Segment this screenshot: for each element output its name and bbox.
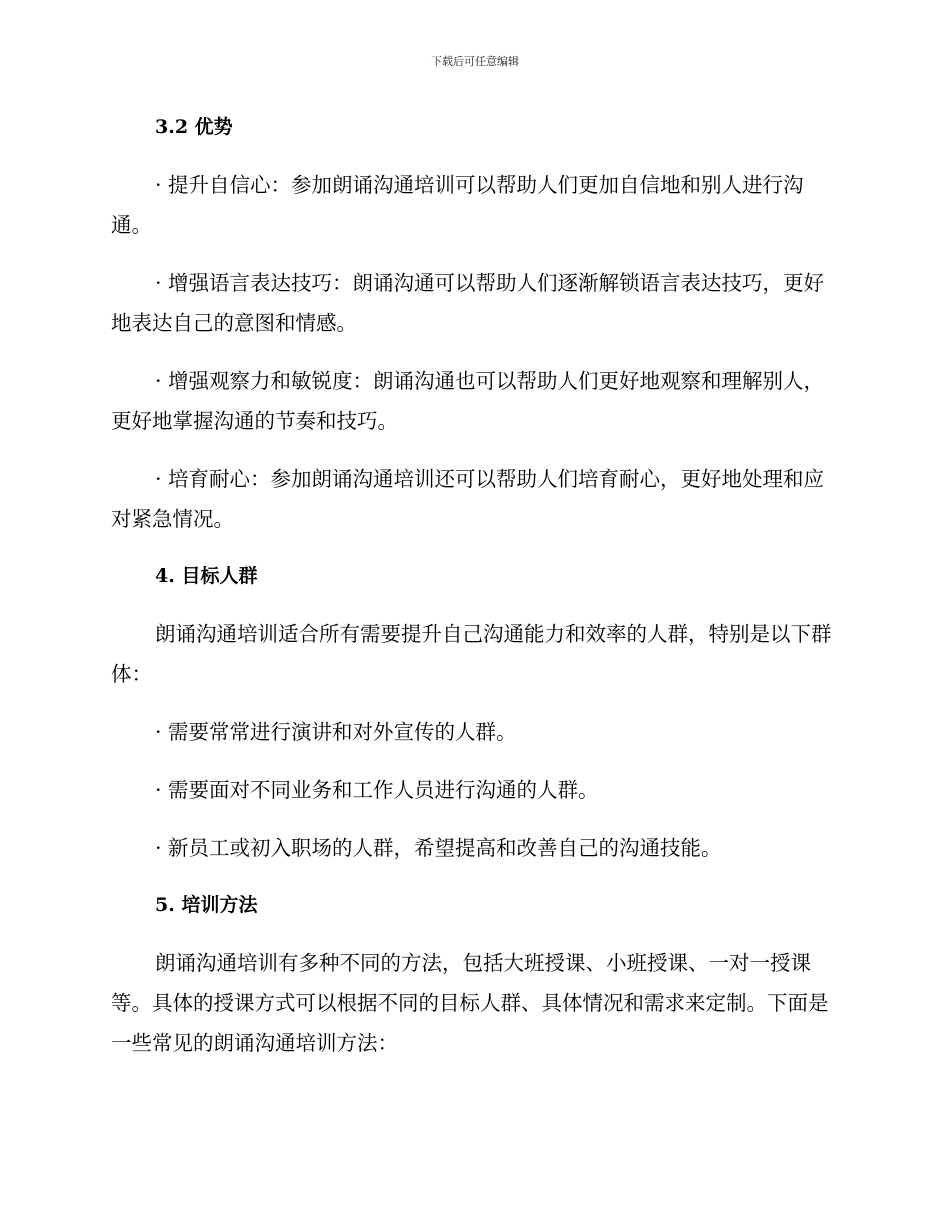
section-heading: 4. 目标人群 [155,565,258,587]
section-training-methods [111,886,836,1063]
bullet-paragraph: · 需要面对不同业务和工作人员进行沟通的人群。 [155,778,599,802]
bullet-paragraph: · 提升自信心：参加朗诵沟通培训可以帮助人们更加自信地和别人进行沟通。 [111,173,804,237]
running-header: 下载后可任意编辑 [431,55,519,68]
bullet-paragraph: · 增强语言表达技巧：朗诵沟通可以帮助人们逐渐解锁语言表达技巧，更好地表达自己的意图和情感。 [111,271,825,335]
section-heading: 3.2 优势 [155,116,233,138]
bullet-paragraph: · 培育耐心：参加朗诵沟通培训还可以帮助人们培育耐心，更好地处理和应对紧急情况。 [111,467,825,531]
bullet-paragraph: · 增强观察力和敏锐度：朗诵沟通也可以帮助人们更好地观察和理解别人，更好地掌握沟通的节奏和技巧。 [111,369,825,433]
section-heading: 5. 培训方法 [155,894,258,916]
bullet-paragraph: · 需要常常进行演讲和对外宣传的人群。 [155,720,517,744]
bullet-paragraph: · 新员工或初入职场的人群，希望提高和改善自己的沟通技能。 [155,836,722,860]
section-advantages [111,108,836,539]
body-paragraph: 朗诵沟通培训有多种不同的方法，包括大班授课、小班授课、一对一授课等。具体的授课方式可以根据不同的目标人群、具体情况和需求来定制。下面是一些常见的朗诵沟通培训方法： [111,951,829,1055]
section-target-audience [111,557,836,868]
document-body [111,108,836,1063]
body-paragraph: 朗诵沟通培训适合所有需要提升自己沟通能力和效率的人群，特别是以下群体： [111,622,832,686]
